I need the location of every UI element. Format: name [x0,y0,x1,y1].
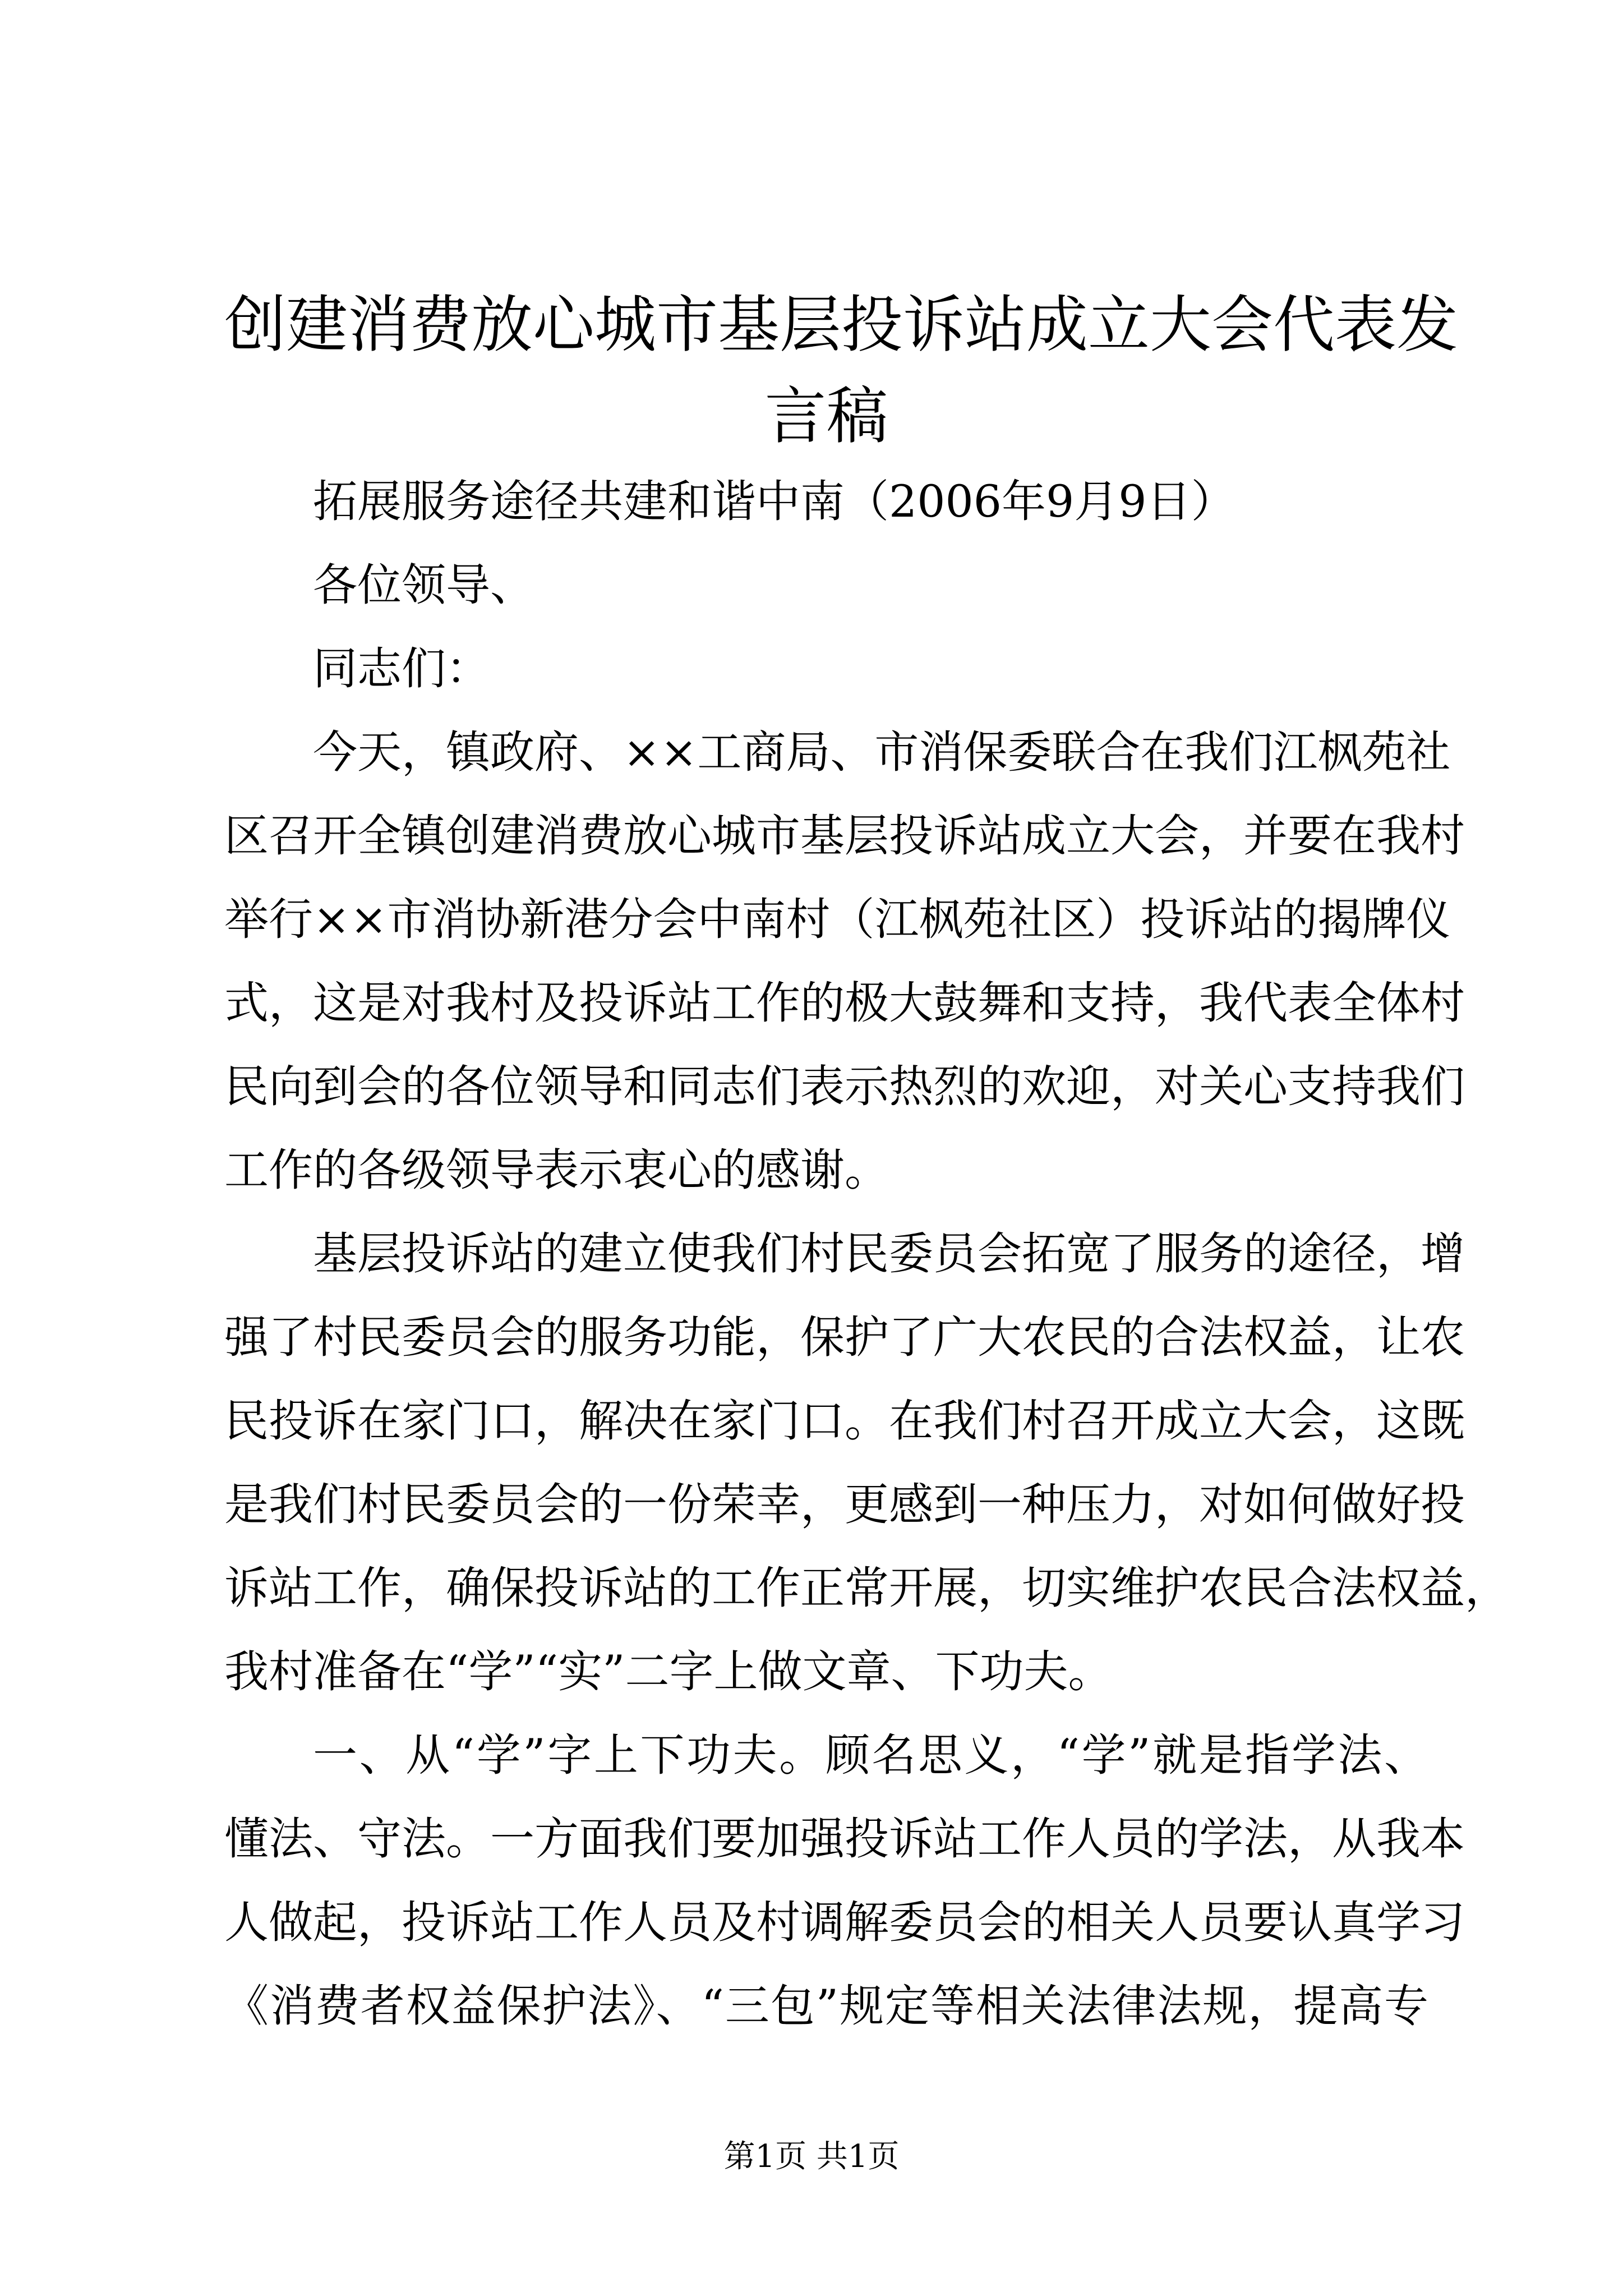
paragraph-line: 诉站工作，确保投诉站的工作正常开展，切实维护农民合法权益， [224,1562,1509,1614]
paragraph-line: 《消费者权益保护法》、“三包”规定等相关法律法规，提高专 [224,1980,1428,2032]
paragraph-line: 各位领导、 [313,559,534,611]
paragraph-line: 懂法、守法。一方面我们要加强投诉站工作人员的学法，从我本 [224,1813,1465,1865]
paragraph-line: 人做起，投诉站工作人员及村调解委员会的相关人员要认真学习 [224,1897,1465,1948]
document-title-line-1: 创建消费放心城市基层投诉站成立大会代表发 [224,289,1458,361]
document-title-line-2: 言稿 [764,380,888,452]
paragraph-line: 一、从“学”字上下功夫。顾名思义，“学”就是指学法、 [313,1729,1428,1781]
paragraph-line: 民投诉在家门口，解决在家门口。在我们村召开成立大会，这既 [224,1395,1465,1447]
paragraph-line: 今天，镇政府、××工商局、市消保委联合在我们江枫苑社 [313,726,1451,778]
paragraph-line: 我村准备在“学”“实”二字上做文章、下功夫。 [224,1646,1113,1697]
paragraph-line: 基层投诉站的建立使我们村民委员会拓宽了服务的途径，增 [313,1228,1465,1280]
paragraph-line: 民向到会的各位领导和同志们表示热烈的欢迎，对关心支持我们 [224,1061,1465,1112]
page-footer: 第1页 共1页 [723,2138,900,2175]
paragraph-line: 举行××市消协新港分会中南村（江枫苑社区）投诉站的揭牌仪 [224,894,1451,945]
paragraph-line: 工作的各级领导表示衷心的感谢。 [224,1144,889,1196]
paragraph-line: 式，这是对我村及投诉站工作的极大鼓舞和支持，我代表全体村 [224,977,1465,1029]
paragraph-line: 同志们： [313,643,490,694]
paragraph-line: 强了村民委员会的服务功能，保护了广大农民的合法权益，让农 [224,1312,1465,1363]
paragraph-line: 区召开全镇创建消费放心城市基层投诉站成立大会，并要在我村 [224,810,1465,862]
paragraph-line: 是我们村民委员会的一份荣幸，更感到一种压力，对如何做好投 [224,1479,1465,1530]
paragraph-line: 拓展服务途径共建和谐中南（2006年9月9日） [313,476,1235,527]
